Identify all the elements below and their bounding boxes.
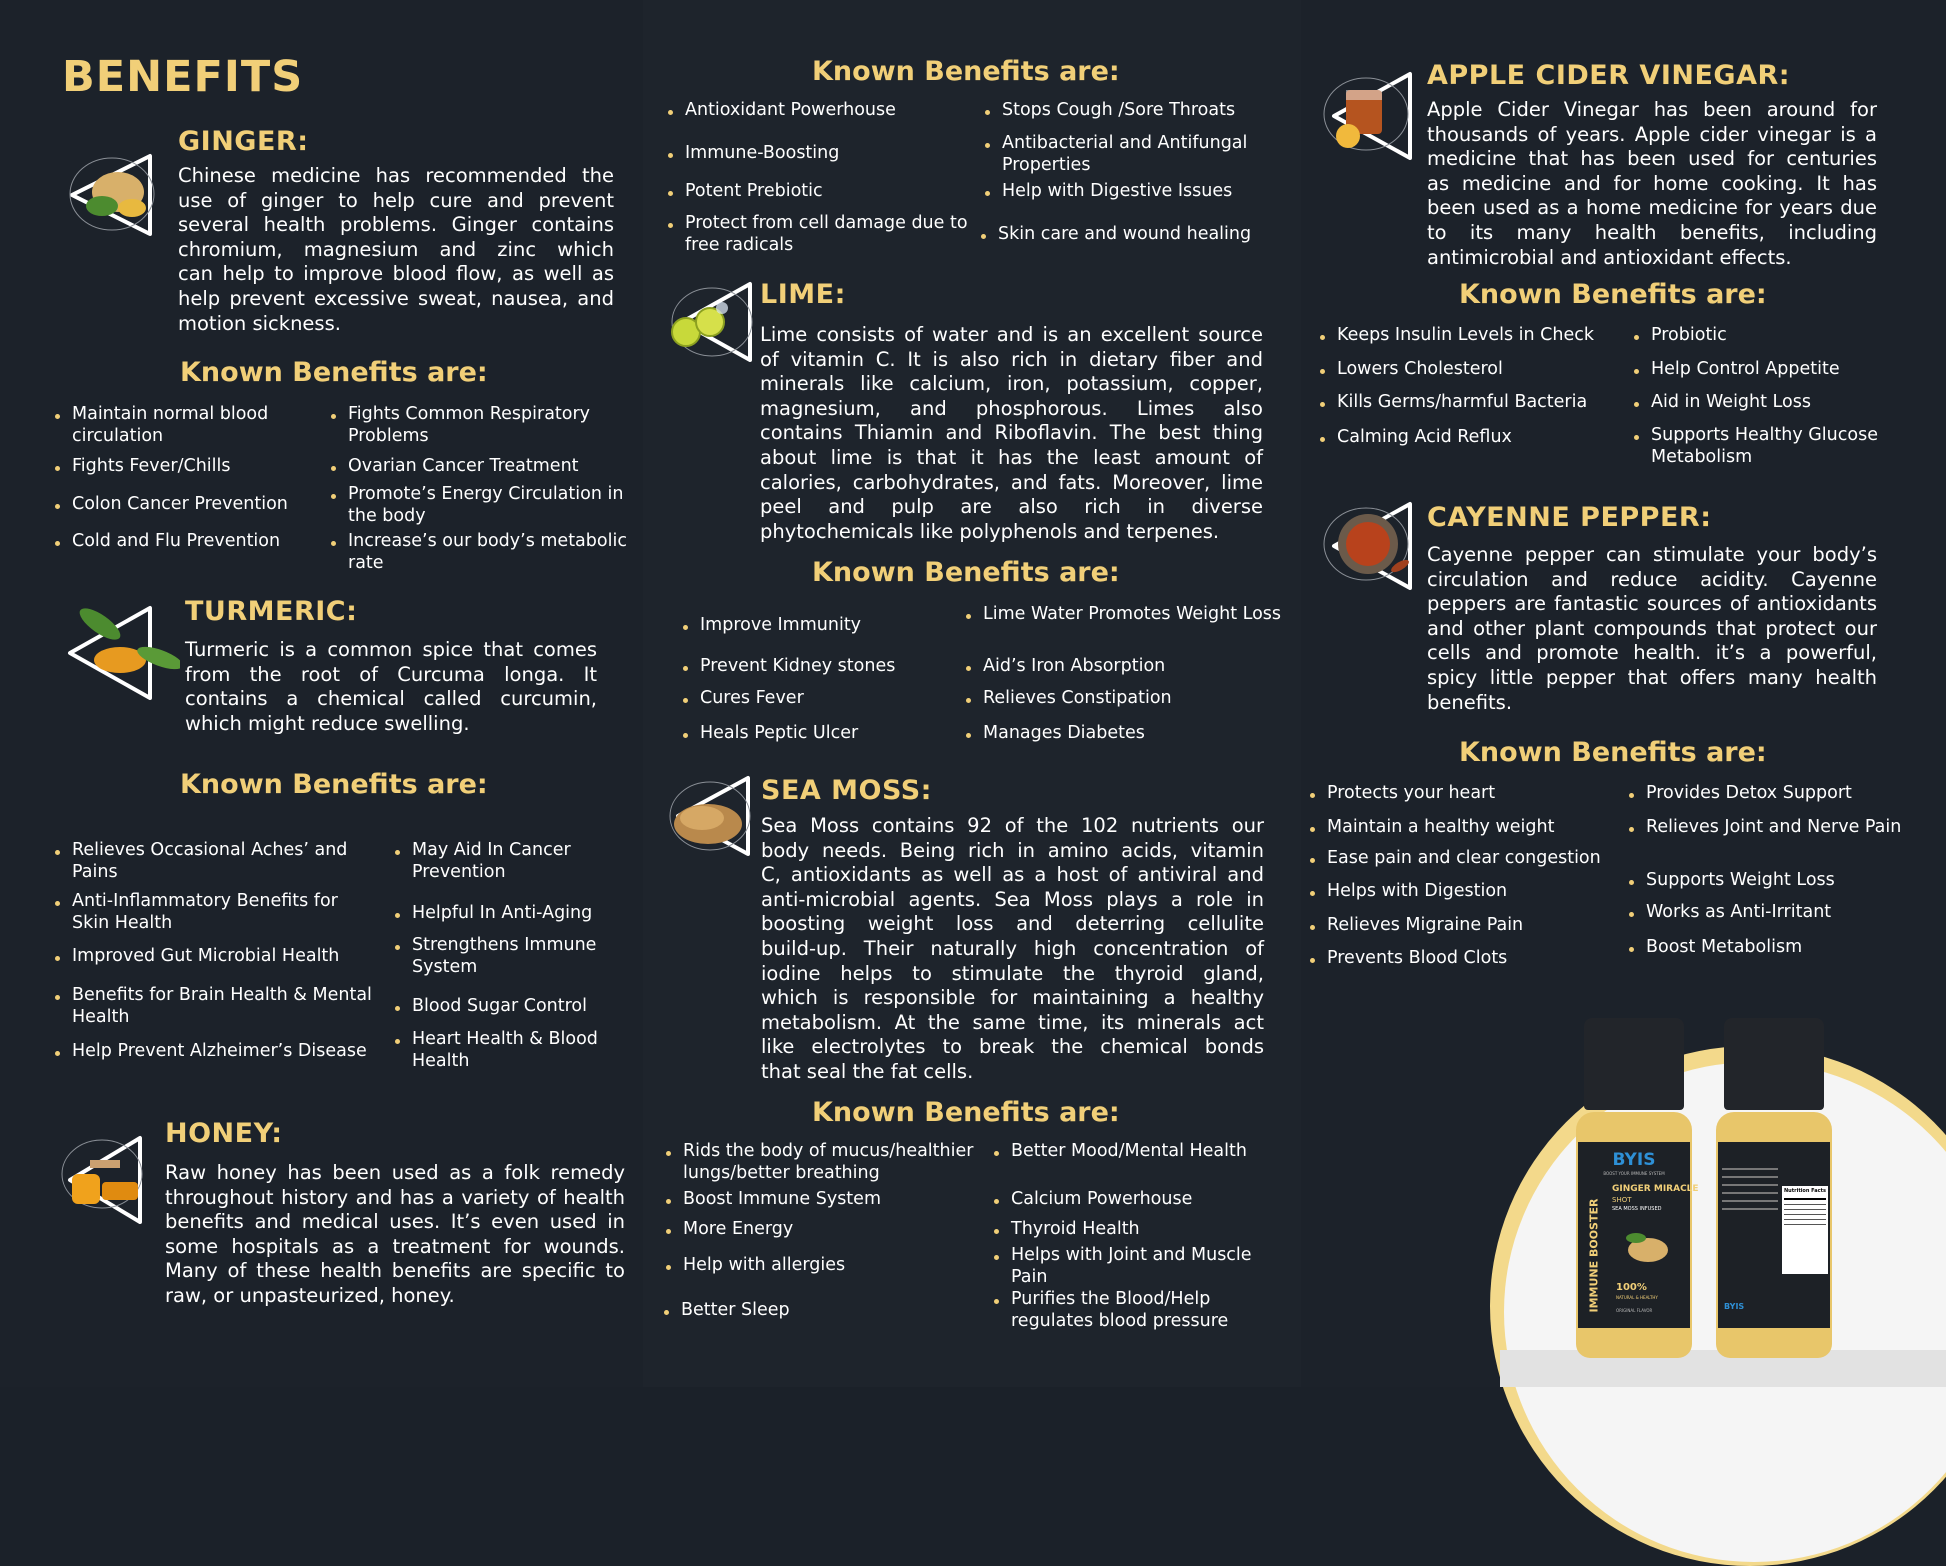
acv-line: to its many health benefits, including <box>1427 220 1877 244</box>
sea-moss-icon <box>660 770 760 860</box>
acv-known-benefits-heading: Known Benefits are: <box>1459 279 1767 310</box>
lime-title: LIME: <box>760 279 846 310</box>
sea-moss-line: C, antioxidants as well as a host of antiviral and <box>761 863 1264 887</box>
sea-moss-benefit: More Energy <box>666 1219 983 1241</box>
cayenne-benefit: Supports Weight Loss <box>1629 870 1936 892</box>
sea-moss-benefit: Help with allergies <box>666 1255 983 1277</box>
honey-line: benefits and medical uses. It’s even used in <box>165 1210 625 1234</box>
product-flavor: ORIGINAL FLAVOR <box>1616 1308 1653 1313</box>
sea-moss-line: which is responsible for maintaining a healthy <box>761 986 1264 1010</box>
lime-benefit: Heals Peptic Ulcer <box>683 723 970 745</box>
honey-line: Many of these health benefits are specific to <box>165 1259 625 1283</box>
page-title: BENEFITS <box>62 52 304 102</box>
sea-moss-line: boosting weight loss and deterring cellulite <box>761 912 1264 936</box>
turmeric-benefit: Benefits for Brain Health & Mental Health <box>55 985 372 1028</box>
ginger-benefit: Fights Fever/Chills <box>55 456 312 478</box>
apple-cider-vinegar-icon <box>1310 64 1420 164</box>
sea-moss-line: anti-microbial agents. Sea Moss plays a role in <box>761 887 1264 911</box>
lime-icon <box>662 276 762 366</box>
acv-benefit: Aid in Weight Loss <box>1634 392 1941 414</box>
sea-moss-benefit: Better Sleep <box>664 1300 981 1322</box>
cayenne-description <box>1427 543 1877 715</box>
sea-moss-line: build-up. Their naturally high concentration of <box>761 936 1264 960</box>
acv-line: as medicine and for home cooking. It has <box>1427 171 1877 195</box>
honey-benefit: Protect from cell damage due to free radicals <box>668 213 985 256</box>
honey-known-benefits-heading: Known Benefits are: <box>812 56 1120 87</box>
product-badge-sub: NATURAL & HEALTHY <box>1616 1295 1658 1300</box>
cayenne-line: spicy little pepper that offers many health <box>1427 665 1877 689</box>
cayenne-benefit: Works as Anti-Irritant <box>1629 902 1936 924</box>
acv-benefit: Keeps Insulin Levels in Check <box>1320 325 1627 347</box>
nutrition-facts-title: Nutrition Facts <box>1784 1188 1826 1194</box>
ginger-benefit: Cold and Flu Prevention <box>55 531 312 553</box>
honey-benefit: Immune-Boosting <box>668 143 975 165</box>
lime-benefit: Manages Diabetes <box>966 723 1283 745</box>
acv-description <box>1427 98 1877 270</box>
acv-title: APPLE CIDER VINEGAR: <box>1427 60 1791 91</box>
ginger-line: chromium, magnesium and zinc which <box>178 237 614 261</box>
lime-benefit: Lime Water Promotes Weight Loss <box>966 604 1283 626</box>
acv-benefit: Lowers Cholesterol <box>1320 359 1627 381</box>
cayenne-title: CAYENNE PEPPER: <box>1427 502 1712 533</box>
ginger-benefit: Increase’s our body’s metabolic rate <box>331 531 648 574</box>
honey-benefit: Antibacterial and Antifungal Properties <box>985 133 1302 176</box>
lime-line: magnesium, and phosphorous. Limes also <box>760 396 1263 420</box>
turmeric-benefit: Relieves Occasional Aches’ and Pains <box>55 840 372 883</box>
lime-description <box>760 323 1263 544</box>
sea-moss-benefit: Better Mood/Mental Health <box>994 1141 1271 1163</box>
turmeric-benefit: Help Prevent Alzheimer’s Disease <box>55 1041 412 1063</box>
honey-benefit: Help with Digestive Issues <box>985 181 1302 203</box>
honey-benefit: Stops Cough /Sore Throats <box>985 100 1302 122</box>
lime-line: about lime is that it has the least amount of <box>760 445 1263 469</box>
ginger-icon <box>50 150 170 240</box>
honey-title: HONEY: <box>165 1118 283 1149</box>
product-tagline: BOOST YOUR IMMUNE SYSTEM <box>1603 1171 1665 1176</box>
lime-benefit: Improve Immunity <box>683 615 970 637</box>
ginger-line: motion sickness. <box>178 311 341 335</box>
sea-moss-line: metabolism. At the same time, its minerals act <box>761 1010 1264 1034</box>
turmeric-benefit: Strengthens Immune System <box>395 935 642 978</box>
cayenne-benefit: Boost Metabolism <box>1629 937 1936 959</box>
sea-moss-line: body needs. Being rich in amino acids, vitamin <box>761 838 1264 862</box>
honey-line: some hospitals as a treatment for wounds. <box>165 1234 625 1258</box>
nutrition-facts-panel <box>1782 1186 1828 1274</box>
acv-benefit: Probiotic <box>1634 325 1941 347</box>
lime-known-benefits-heading: Known Benefits are: <box>812 557 1120 588</box>
acv-line: medicine that has been used for centuries <box>1427 147 1877 171</box>
product-name: GINGER MIRACLE <box>1612 1184 1699 1194</box>
product-bottle-front <box>1576 1018 1699 1358</box>
bottle-label <box>1578 1142 1699 1328</box>
lime-benefit: Cures Fever <box>683 688 970 710</box>
sea-moss-description <box>761 814 1264 1085</box>
honey-line: Raw honey has been used as a folk remedy <box>165 1161 625 1184</box>
ginger-description <box>178 164 614 336</box>
lime-benefit: Aid’s Iron Absorption <box>966 656 1283 678</box>
lime-line: calories, carbohydrates, and fats. Moreover, lime <box>760 470 1263 494</box>
ginger-benefit: Maintain normal blood circulation <box>55 404 312 447</box>
ginger-title: GINGER: <box>178 126 309 157</box>
lime-line: minerals like calcium, iron, potassium, copper, <box>760 372 1263 396</box>
honey-line: raw, or unpasteurized, honey. <box>165 1283 455 1307</box>
ginger-line: Chinese medicine has recommended the <box>178 164 614 187</box>
sea-moss-line: that seal the fat cells. <box>761 1059 974 1083</box>
honey-benefit: Potent Prebiotic <box>668 181 975 203</box>
acv-benefit: Supports Healthy Glucose Metabolism <box>1634 425 1931 468</box>
cayenne-known-benefits-heading: Known Benefits are: <box>1459 737 1767 768</box>
cayenne-benefit: Prevents Blood Clots <box>1310 948 1627 970</box>
ginger-line: use of ginger to help cure and prevent <box>178 188 614 212</box>
lime-line: phytochemicals like polyphenols and terpenes. <box>760 519 1220 543</box>
ginger-benefit: Fights Common Respiratory Problems <box>331 404 638 447</box>
ginger-line: help prevent excessive sweat, nausea, and <box>178 286 614 310</box>
product-brand-back: BYIS <box>1724 1302 1745 1311</box>
lime-line: peel and pulp are also rich in diverse <box>760 495 1263 519</box>
sea-moss-benefit: Purifies the Blood/Help regulates blood pressure <box>994 1289 1281 1332</box>
bottle-label-back <box>1718 1142 1830 1328</box>
turmeric-known-benefits-heading: Known Benefits are: <box>180 769 488 800</box>
cayenne-benefit: Ease pain and clear congestion <box>1310 848 1637 870</box>
turmeric-line: from the root of Curcuma longa. It <box>185 662 597 686</box>
cayenne-line: peppers are fantastic sources of antioxidants <box>1427 592 1877 616</box>
lime-line: Lime consists of water and is an excellent source <box>760 323 1263 346</box>
ginger-line: can help to improve blood flow, as well as <box>178 262 614 286</box>
bottle-cap <box>1584 1018 1684 1110</box>
sea-moss-line: Sea Moss contains 92 of the 102 nutrients our <box>761 814 1264 837</box>
honey-benefit: Antioxidant Powerhouse <box>668 100 975 122</box>
bottle-cap <box>1724 1018 1824 1110</box>
acv-benefit: Help Control Appetite <box>1634 359 1941 381</box>
turmeric-line: which might reduce swelling. <box>185 711 470 735</box>
cayenne-benefit: Protects your heart <box>1310 783 1627 805</box>
product-infused: SEA MOSS INFUSED <box>1612 1206 1662 1212</box>
acv-benefit: Kills Germs/harmful Bacteria <box>1320 392 1627 414</box>
turmeric-title: TURMERIC: <box>185 596 358 627</box>
honey-line: throughout history and has a variety of health <box>165 1185 625 1209</box>
lime-line: of vitamin C. It is also rich in dietary fiber and <box>760 347 1263 371</box>
cayenne-benefit: Provides Detox Support <box>1629 783 1936 805</box>
cayenne-line: benefits. <box>1427 690 1513 714</box>
cayenne-line: and other plant compounds that protect our <box>1427 616 1877 640</box>
product-name-shot: SHOT <box>1612 1196 1632 1204</box>
cayenne-line: cells and promote health. it’s a powerful, <box>1427 641 1877 665</box>
cayenne-line: Cayenne pepper can stimulate your body’s <box>1427 543 1877 566</box>
acv-line: been used as a home medicine for years due <box>1427 196 1877 220</box>
sea-moss-benefit: Thyroid Health <box>994 1219 1271 1241</box>
ginger-line: several health problems. Ginger contains <box>178 213 614 237</box>
turmeric-benefit: Heart Health & Blood Health <box>395 1029 642 1072</box>
honey-description <box>165 1161 625 1309</box>
cayenne-line: circulation and reduce acidity. Cayenne <box>1427 567 1877 591</box>
cayenne-benefit: Maintain a healthy weight <box>1310 817 1627 839</box>
turmeric-benefit: Blood Sugar Control <box>395 996 642 1018</box>
product-brand: BYIS <box>1612 1150 1656 1170</box>
acv-benefit: Calming Acid Reflux <box>1320 427 1627 449</box>
cayenne-pepper-icon <box>1310 494 1420 594</box>
turmeric-description <box>185 638 597 736</box>
turmeric-benefit: Helpful In Anti-Aging <box>395 903 642 925</box>
honey-benefit: Skin care and wound healing <box>981 224 1308 246</box>
lime-benefit: Relieves Constipation <box>966 688 1283 710</box>
turmeric-icon <box>50 598 180 708</box>
cayenne-benefit: Relieves Migraine Pain <box>1310 915 1627 937</box>
product-vertical-label: IMMUNE BOOSTER <box>1587 1198 1601 1313</box>
turmeric-line: Turmeric is a common spice that comes <box>185 638 597 661</box>
turmeric-line: contains a chemical called curcumin, <box>185 687 597 711</box>
ingredients-text <box>1722 1162 1778 1272</box>
acv-line: thousands of years. Apple cider vinegar is a <box>1427 122 1877 146</box>
turmeric-benefit: Improved Gut Microbial Health <box>55 946 382 968</box>
turmeric-benefit: Anti-Inflammatory Benefits for Skin Health <box>55 891 372 934</box>
sea-moss-line: like electrolytes to break the chemical bonds <box>761 1035 1264 1059</box>
acv-line: antimicrobial and antioxidant effects. <box>1427 245 1792 269</box>
product-bottle-back <box>1716 1018 1832 1358</box>
product-ginger-icon <box>1618 1222 1678 1272</box>
acv-line: Apple Cider Vinegar has been around for <box>1427 98 1877 121</box>
sea-moss-line: iodine helps to stimulate the thyroid gland, <box>761 961 1264 985</box>
sea-moss-benefit: Rids the body of mucus/healthier lungs/better breathing <box>666 1141 1013 1184</box>
ginger-benefit: Ovarian Cancer Treatment <box>331 456 638 478</box>
sea-moss-title: SEA MOSS: <box>761 775 932 806</box>
sea-moss-benefit: Helps with Joint and Muscle Pain <box>994 1245 1281 1288</box>
sea-moss-known-benefits-heading: Known Benefits are: <box>812 1097 1120 1128</box>
turmeric-benefit: May Aid In Cancer Prevention <box>395 840 642 883</box>
sea-moss-benefit: Calcium Powerhouse <box>994 1189 1271 1211</box>
lime-benefit: Prevent Kidney stones <box>683 656 970 678</box>
ginger-benefit: Colon Cancer Prevention <box>55 494 312 516</box>
product-badge: 100% <box>1616 1282 1647 1293</box>
honey-icon <box>50 1130 160 1225</box>
cayenne-benefit: Relieves Joint and Nerve Pain <box>1629 817 1936 839</box>
ginger-known-benefits-heading: Known Benefits are: <box>180 357 488 388</box>
lime-line: contains Thiamin and Riboflavin. The best thing <box>760 421 1263 445</box>
ginger-benefit: Promote’s Energy Circulation in the body <box>331 484 638 527</box>
sea-moss-benefit: Boost Immune System <box>666 1189 983 1211</box>
cayenne-benefit: Helps with Digestion <box>1310 881 1627 903</box>
